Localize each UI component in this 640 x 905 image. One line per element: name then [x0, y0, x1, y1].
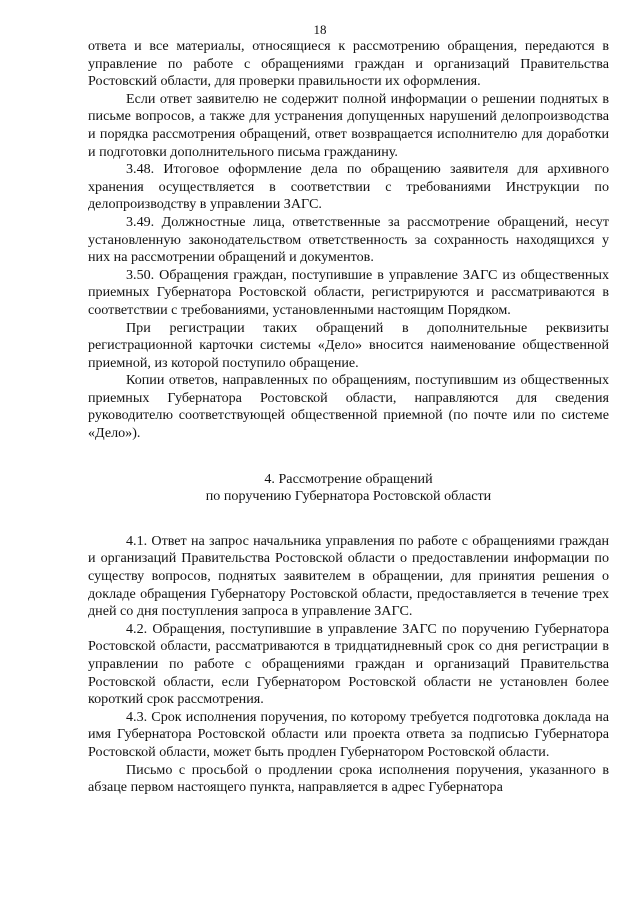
section-heading — [88, 471, 609, 506]
paragraph-4-1: 4.1. Ответ на запрос начальника управления по работе с обращениями граждан и организаций Правительства Ростовской области о предоставлении информации по существу вопросов, поднятых заявителем в обращении, для принятия решения о докладе обращения Губернатору Ростовской области, предоставляется в течение трех дней со дня поступления запроса в управление ЗАГС. — [88, 532, 609, 620]
paragraph-4-2: 4.2. Обращения, поступившие в управление ЗАГС по поручению Губернатора Ростовской области, рассматриваются в тридцатидневный срок со дня регистрации в управлении по работе с обращениями граждан и организаций Правительства Ростовской области, если Губернатором Ростовской области не установлен более короткий срок рассмотрения. — [88, 620, 609, 708]
section-title-line-2: по поручению Губернатора Ростовской области — [205, 488, 492, 505]
paragraph-copies: Копии ответов, направленных по обращениям, поступившим из общественных приемных Губернатора Ростовской области, направляются для сведения руководителю соответствующей общественной приемной (по почте или по системе «Дело»). — [88, 372, 609, 442]
section-title-line-1: 4. Рассмотрение обращений — [264, 470, 433, 487]
document-body — [88, 38, 609, 797]
page-number: 18 — [313, 22, 327, 37]
paragraph-3-49: 3.49. Должностные лица, ответственные за рассмотрение обращений, несут установленную законодательством ответственность за сохранность находящихся у них на рассмотрении обращений и документов. — [88, 213, 609, 266]
paragraph-answer-return: Если ответ заявителю не содержит полной информации о решении поднятых в письме вопросов, а также для устранения допущенных нарушений делопроизводства и порядка рассмотрения обращений, ответ возвращается исполнителю для доработки и подготовки дополнительного письма гражданину. — [88, 90, 609, 160]
paragraph-4-3: 4.3. Срок исполнения поручения, по которому требуется подготовка доклада на имя Губернатора Ростовской области или проекта ответа за подписью Губернатора Ростовской области, может быть продлен Губернатором Ростовской области. — [88, 708, 609, 760]
paragraph-continuation: ответа и все материалы, относящиеся к рассмотрению обращения, передаются в управление по работе с обращениями граждан и организаций Правительства Ростовский области, для проверки правильности их оформления. — [88, 38, 609, 90]
paragraph-3-48: 3.48. Итоговое оформление дела по обращению заявителя для архивного хранения осуществляется в соответствии с требованиями Инструкции по делопроизводству в управлении ЗАГС. — [88, 161, 609, 213]
paragraph-registration: При регистрации таких обращений в дополнительные реквизиты регистрационной карточки системы «Дело» вносится наименование общественной приемной, из которой поступило обращение. — [88, 319, 609, 371]
paragraph-extension-letter: Письмо с просьбой о продлении срока исполнения поручения, указанного в абзаце первом настоящего пункта, направляется в адрес Губернатора — [88, 761, 609, 796]
paragraph-3-50: 3.50. Обращения граждан, поступившие в управление ЗАГС из общественных приемных Губернатора Ростовской области, регистрируются и рассматриваются в соответствии с требованиями, установленными настоящим Порядком. — [88, 266, 609, 318]
